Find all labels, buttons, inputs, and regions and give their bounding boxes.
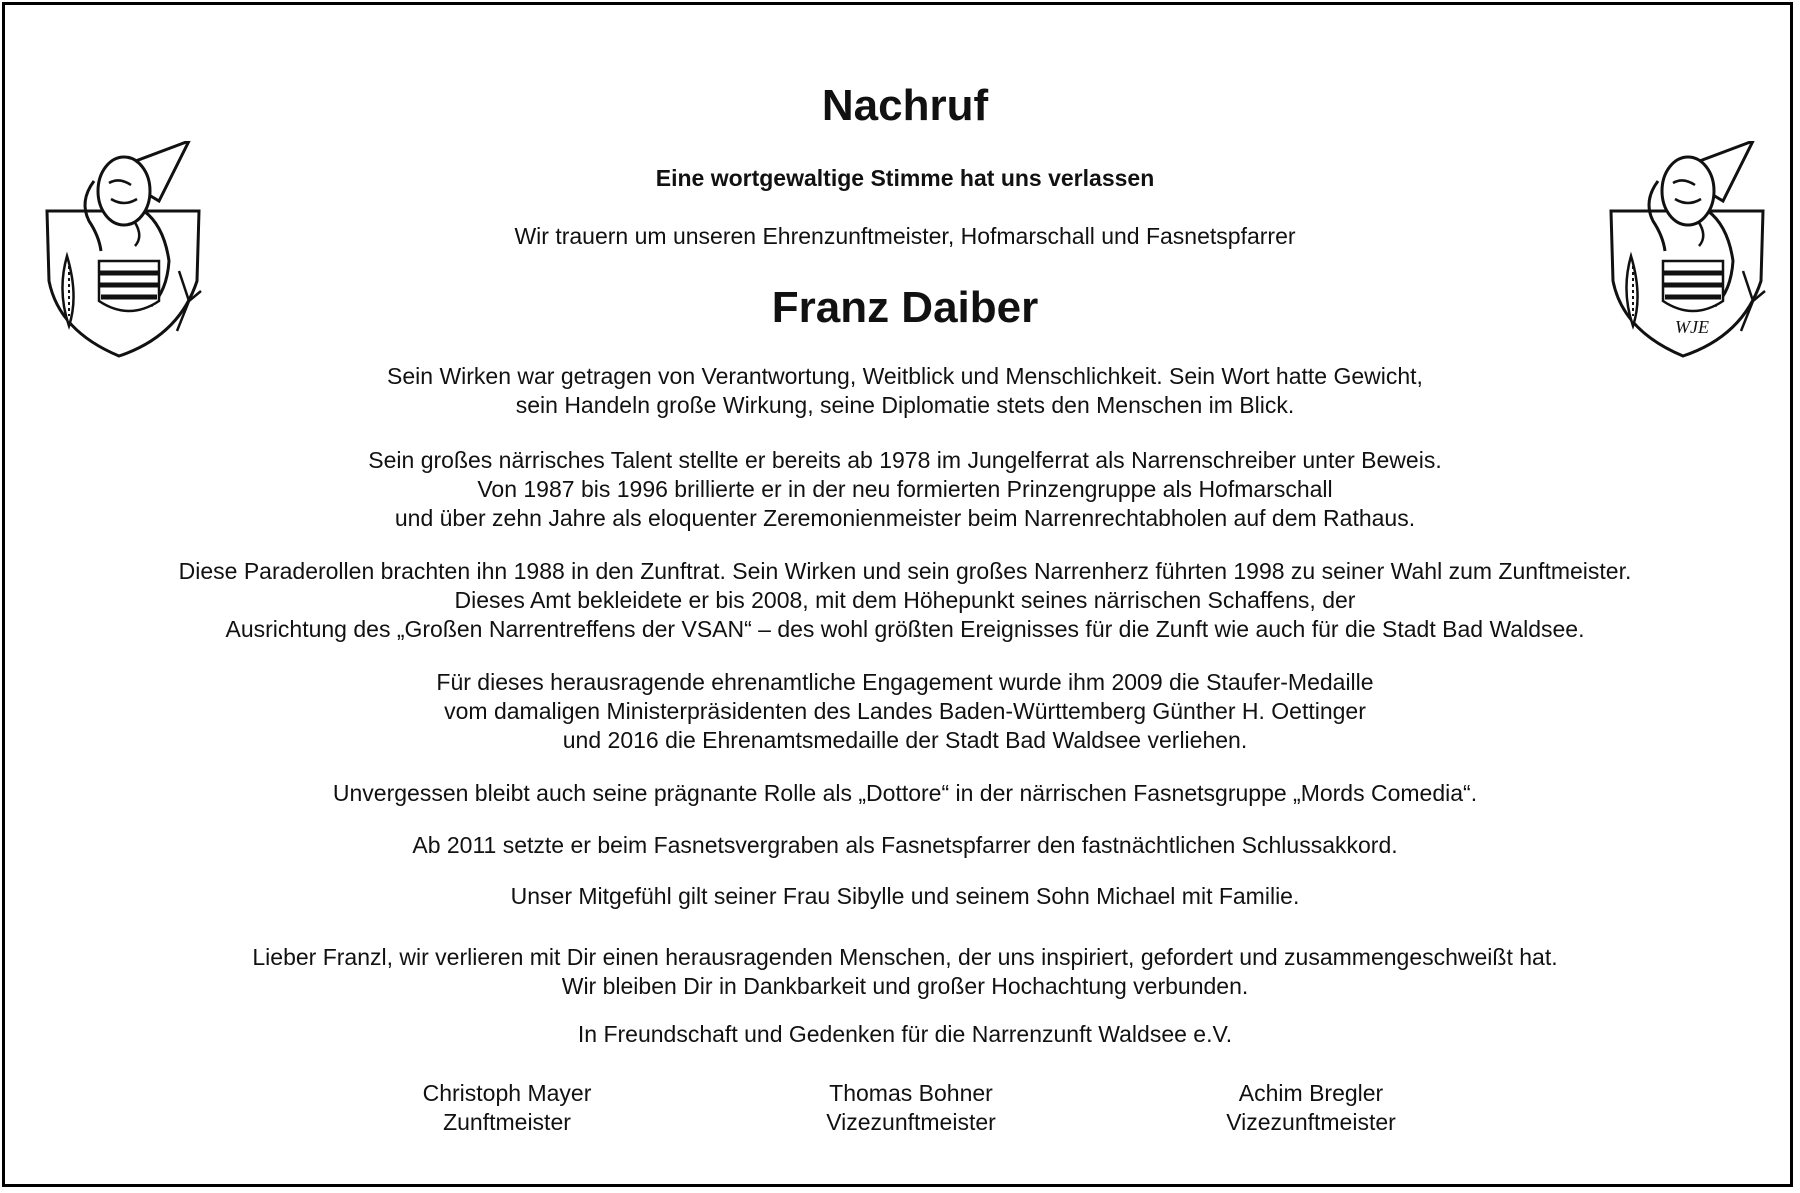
signer-2 — [751, 1079, 1071, 1137]
signer-name: Thomas Bohner — [829, 1080, 993, 1106]
paragraph-line: Unser Mitgefühl gilt seiner Frau Sibylle und seinem Sohn Michael mit Familie. — [510, 883, 1300, 909]
signer-name: Christoph Mayer — [422, 1080, 592, 1106]
paragraph-1 — [85, 362, 1725, 420]
paragraph-line: Unvergessen bleibt auch seine prägnante Rolle als „Dottore“ in der närrischen Fasnetsgruppe „Mords Comedia“. — [332, 780, 1478, 806]
paragraph-5 — [85, 779, 1725, 808]
obituary-frame — [2, 2, 1793, 1187]
signer-role: Zunftmeister — [443, 1109, 571, 1135]
paragraph-4 — [85, 668, 1725, 755]
paragraph-line: Sein großes närrisches Talent stellte er bereits ab 1978 im Jungelferrat als Narrenschreiber unter Beweis. — [368, 447, 1442, 473]
paragraph-line: Von 1987 bis 1996 brillierte er in der neu formierten Prinzengruppe als Hofmarschall — [477, 476, 1333, 502]
paragraph-line: Wir bleiben Dir in Dankbarkeit und großer Hochachtung verbunden. — [561, 973, 1249, 999]
obituary-subtitle: Eine wortgewaltige Stimme hat uns verlassen — [655, 165, 1155, 191]
obituary-intro: Wir trauern um unseren Ehrenzunftmeister, Hofmarschall und Fasnetspfarrer — [514, 223, 1296, 249]
crest-initials: WJE — [1675, 317, 1709, 337]
paragraph-line: Für dieses herausragende ehrenamtliche Engagement wurde ihm 2009 die Staufer-Medaille — [436, 669, 1374, 695]
paragraph-line: Lieber Franzl, wir verlieren mit Dir einen herausragenden Menschen, der uns inspiriert, gefordert und zusammengeschweißt hat. — [252, 944, 1558, 970]
paragraph-line: Ausrichtung des „Großen Narrentreffens der VSAN“ – des wohl größten Ereignisses für die Zunft wie auch für die Stadt Bad Waldsee. — [225, 616, 1585, 642]
paragraph-2 — [85, 446, 1725, 533]
signer-1 — [347, 1079, 667, 1137]
paragraph-line: Sein Wirken war getragen von Verantwortung, Weitblick und Menschlichkeit. Sein Wort hatte Gewicht, — [387, 363, 1423, 389]
paragraph-line: vom damaligen Ministerpräsidenten des Landes Baden-Württemberg Günther H. Oettinger — [444, 698, 1366, 724]
deceased-name: Franz Daiber — [771, 283, 1039, 332]
paragraph-3 — [85, 557, 1725, 644]
paragraph-line: Diese Paraderollen brachten ihn 1988 in den Zunftrat. Sein Wirken und sein großes Narrenherz führten 1998 zu seiner Wahl zum Zunftmeister. — [178, 558, 1632, 584]
signer-3 — [1151, 1079, 1471, 1137]
paragraph-line: und über zehn Jahre als eloquenter Zeremonienmeister beim Narrenrechtabholen auf dem Rathaus. — [394, 505, 1416, 531]
paragraph-line: und 2016 die Ehrenamtsmedaille der Stadt Bad Waldsee verliehen. — [562, 727, 1248, 753]
paragraph-line: In Freundschaft und Gedenken für die Narrenzunft Waldsee e.V. — [577, 1021, 1233, 1047]
signer-role: Vizezunftmeister — [826, 1109, 996, 1135]
closing-line — [85, 1020, 1725, 1049]
paragraph-7 — [85, 882, 1725, 911]
obituary-title: Nachruf — [821, 81, 989, 130]
paragraph-line: Ab 2011 setzte er beim Fasnetsvergraben als Fasnetspfarrer den fastnächtlichen Schlussakkord. — [412, 832, 1398, 858]
paragraph-line: sein Handeln große Wirkung, seine Diplomatie stets den Menschen im Blick. — [515, 392, 1295, 418]
paragraph-6 — [85, 831, 1725, 860]
paragraph-line: Dieses Amt bekleidete er bis 2008, mit dem Höhepunkt seines närrischen Schaffens, der — [454, 587, 1356, 613]
signer-name: Achim Bregler — [1238, 1080, 1384, 1106]
signer-role: Vizezunftmeister — [1226, 1109, 1396, 1135]
paragraph-8 — [85, 943, 1725, 1001]
signatories — [85, 1079, 1725, 1143]
